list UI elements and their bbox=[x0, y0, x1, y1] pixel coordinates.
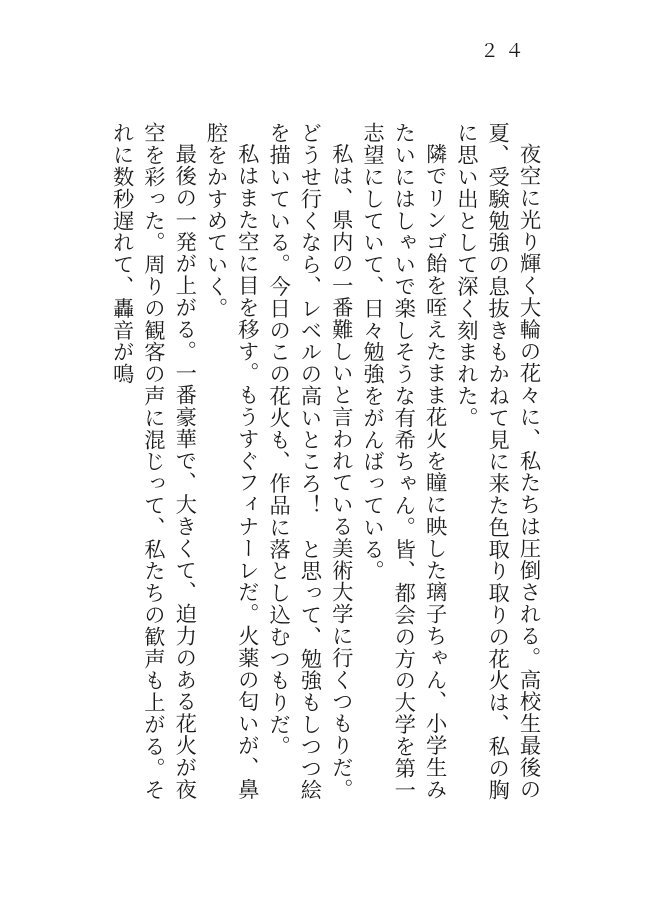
paragraph-4: 私はまた空に目を移す。もうすぐフィナーレだ。火薬の匂いが、鼻腔をかすめていく。 bbox=[203, 122, 260, 801]
paragraph-1: 夜空に光り輝く大輪の花々に、私たちは圧倒される。高校生最後の夏、受験勉強の息抜きもかねて見に来た色取り取りの花火は、私の胸に思い出として深く刻まれた。 bbox=[453, 122, 541, 801]
paragraph-3: 私は、県内の一番難しいと言われている美術大学に行くつもりだ。どうせ行くなら、レベルの高いところ！ と思って、勉強もしつつ絵を描いている。今日のこの花火も、作品に落とし込むつもりだ。 bbox=[265, 122, 354, 801]
paragraph-5: 最後の一発が上がる。一番豪華で、大きくて、迫力のある花火が夜空を彩った。周りの観客の声に混じって、私たちの歓声も上がる。それに数秒遅れて、轟音が鳴 bbox=[109, 122, 197, 801]
paragraph-2: 隣でリンゴ飴を咥えたまま花火を瞳に映した璃子ちゃん、小学生みたいにはしゃいで楽しそうな有希ちゃん。皆、都会の方の大学を第一志望にしていて、日々勉強をがんばっている。 bbox=[359, 122, 448, 801]
page-number: ２４ bbox=[479, 40, 530, 62]
vertical-text-body bbox=[106, 122, 544, 822]
